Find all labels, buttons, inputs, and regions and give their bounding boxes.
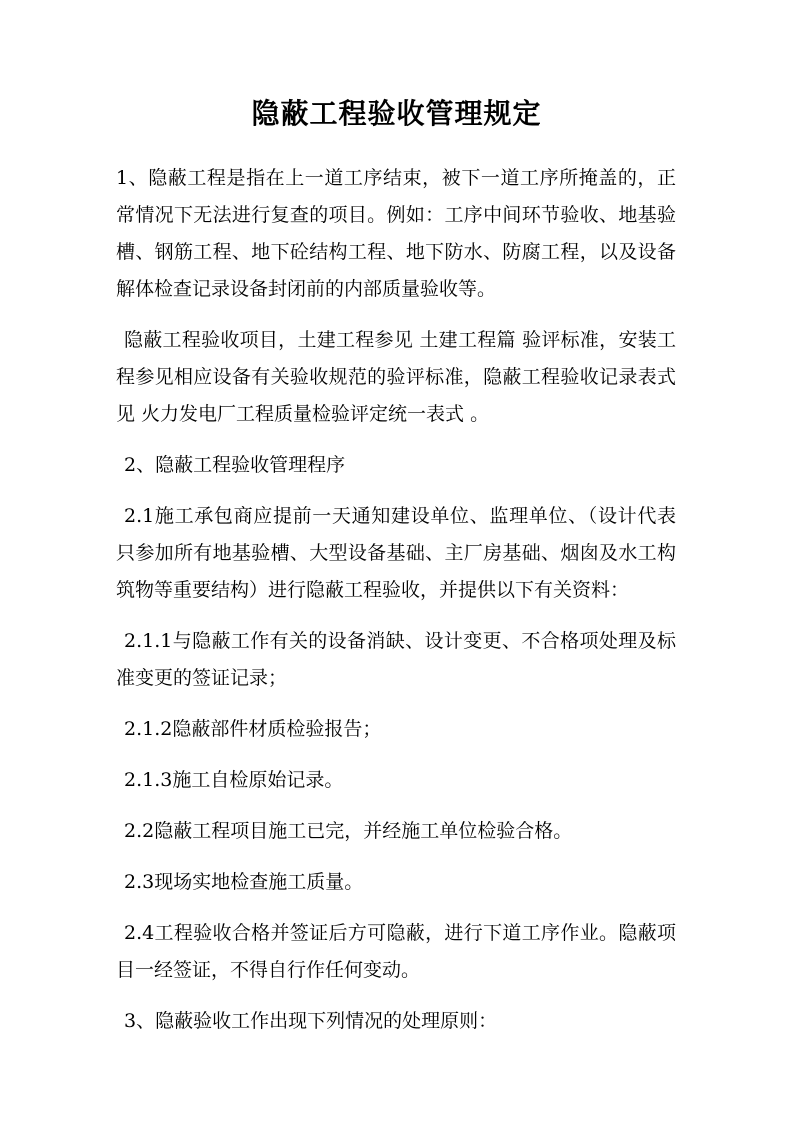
document-body: [116, 160, 676, 1054]
paragraph-acceptance-items: 隐蔽工程验收项目，土建工程参见 土建工程篇 验评标准，安装工程参见相应设备有关验收规范的验评标准，隐蔽工程验收记录表式见 火力发电厂工程质量检验评定统一表式 。: [116, 329, 676, 425]
paragraph-2-1-3: 2.1.3施工自检原始记录。: [124, 769, 344, 791]
section-heading-handling: 3、隐蔽验收工作出现下列情况的处理原则：: [124, 1010, 498, 1032]
paragraph-2-1-1: 2.1.1与隐蔽工作有关的设备消缺、设计变更、不合格项处理及标准变更的签证记录；: [116, 630, 676, 689]
paragraph-2-3: 2.3现场实地检查施工质量。: [124, 871, 364, 893]
paragraph-2-1-2: 2.1.2隐蔽部件材质检验报告；: [124, 718, 382, 740]
page-title: 隐蔽工程验收管理规定: [251, 97, 542, 130]
paragraph-2-2: 2.2隐蔽工程项目施工已完，并经施工单位检验合格。: [124, 820, 573, 842]
paragraph-2-4: 2.4工程验收合格并签证后方可隐蔽，进行下道工序作业。隐蔽项目一经签证，不得自行作任何变动。: [116, 922, 676, 981]
section-heading-procedure: 2、隐蔽工程验收管理程序: [124, 454, 346, 476]
paragraph-definition: 1、隐蔽工程是指在上一道工序结束，被下一道工序所掩盖的，正常情况下无法进行复查的项目。例如：工序中间环节验收、地基验槽、钢筋工程、地下砼结构工程、地下防水、防腐工程，以及设备解体检查记录设备封闭前的内部质量验收等。: [116, 167, 676, 300]
paragraph-2-1: 2.1施工承包商应提前一天通知建设单位、监理单位、（设计代表只参加所有地基验槽、大型设备基础、主厂房基础、烟囱及水工构筑物等重要结构）进行隐蔽工程验收，并提供以下有关资料：: [116, 505, 676, 601]
